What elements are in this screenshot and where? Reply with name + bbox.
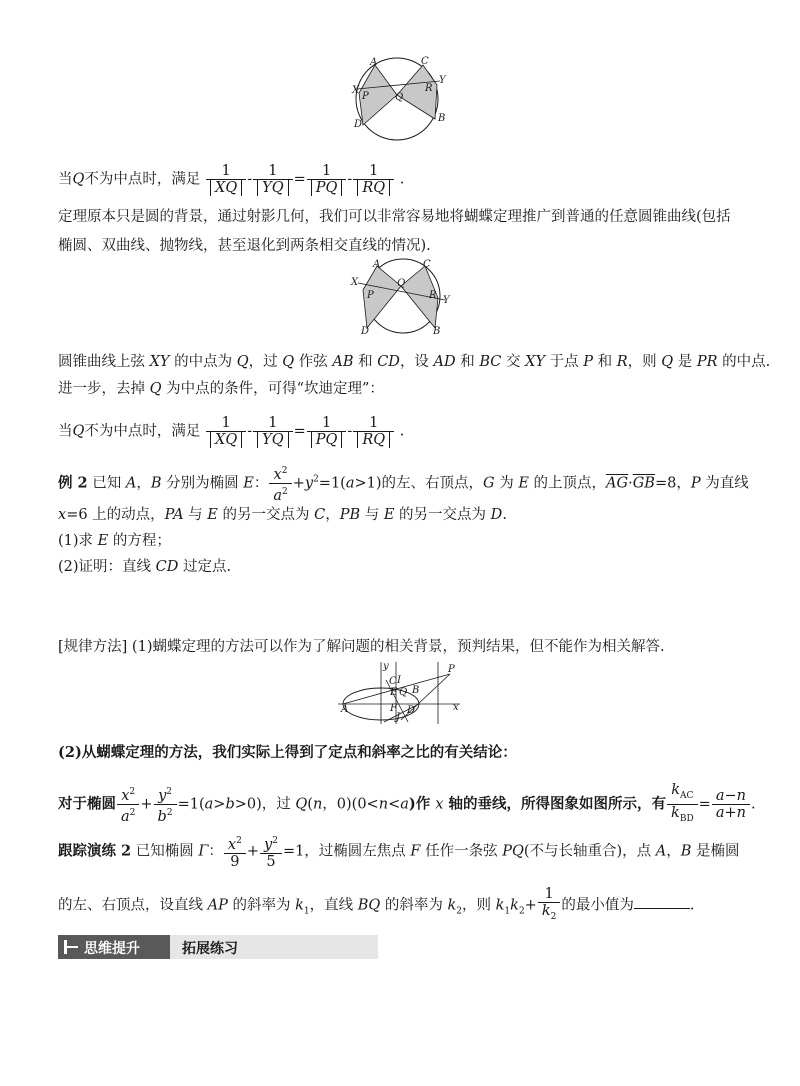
section-banner (58, 935, 378, 959)
svg-text:C: C (421, 56, 429, 67)
ellipse-chords-figure (338, 660, 463, 726)
track-exercise-line-1: 跟踪演练 2 已知椭圆 Γ： $\frac{x^2}{9}$ + $\frac{y^2}{5}$ =1，过椭圆左焦点 F 任作一条弦 PQ(不与长轴重合)，点 A，B 是椭圆 (58, 836, 740, 870)
banner-left (58, 935, 170, 959)
svg-text:P: P (367, 290, 374, 301)
svg-text:B: B (438, 113, 446, 124)
svg-text:R: R (429, 290, 437, 301)
svg-text:X: X (352, 85, 360, 96)
answer-blank[interactable] (634, 894, 690, 909)
paragraph-conic-butterfly: 圆锥曲线上弦 XY 的中点为 Q，过 Q 作弦 AB 和 CD，设 AD 和 BC 交 XY 于点 P 和 R，则 Q 是 PR 的中点. (58, 354, 771, 370)
rule-method-line-2: (2)从蝴蝶定理的方法，我们实际上得到了定点和斜率之比的有关结论： (58, 744, 517, 761)
svg-text:P: P (362, 91, 369, 102)
svg-text:B: B (433, 326, 441, 337)
example-2-question-2: (2)证明：直线 CD 过定点. (58, 559, 232, 575)
svg-text:J: J (396, 712, 401, 723)
rule-method-line-1: [规律方法] (1)蝴蝶定理的方法可以作为了解问题的相关背景，预判结果，但不能作为相关解答. (58, 639, 665, 655)
banner-left-label: 思维提升 (84, 941, 140, 957)
svg-text:X: X (351, 277, 359, 288)
svg-text:y: y (383, 661, 389, 672)
svg-text:R: R (425, 83, 433, 94)
svg-text:Q: Q (397, 278, 406, 289)
example-2-question-1: (1)求 E 的方程； (58, 533, 171, 549)
svg-text:x: x (453, 702, 459, 713)
svg-text:E: E (390, 687, 398, 698)
banner-right-label: 拓展练习 (182, 941, 238, 957)
rule-method-line-3: 对于椭圆 $\frac{x^2}{a^2}$ + $\frac{y^2}{b^2}$ =1(a>b>0)，过 Q(n，0)(0<n<a)作 x 轴的垂线，所得图象如图所示，有 $\frac{k_{AC}}{k_{BD}}$ = $\frac{a-n}{a+n}$ . (58, 782, 756, 827)
svg-text:A: A (373, 259, 381, 270)
example-2-line-1: 例 2 已知 A，B 分别为椭圆 E： $\frac{x^2}{a^2}$ $+y^2=1(a>1)$的左、右顶点，G 为 E 的上顶点，$\overline{AG}\cdot\overline{GB}=8$，P 为直线 (58, 466, 749, 504)
svg-text:D: D (354, 119, 363, 130)
svg-text:C: C (423, 259, 431, 270)
butterfly-circle-figure-1 (345, 55, 455, 155)
svg-text:C: C (389, 676, 397, 687)
kandi-condition-line-1: 当Q不为中点时，满足 $\frac{1}{XQ}$ - $\frac{1}{YQ}$ = $\frac{1}{PQ}$ - $\frac{1}{RQ}$ . (58, 163, 405, 196)
svg-text:Q: Q (395, 92, 404, 103)
svg-text:Y: Y (439, 75, 446, 86)
paragraph-kandi-intro: 进一步，去掉 Q 为中点的条件，可得“坎迪定理”： (58, 381, 384, 397)
butterfly-circle-figure-2 (345, 258, 460, 340)
svg-text:F: F (390, 703, 397, 714)
svg-text:D: D (407, 705, 416, 716)
svg-text:A: A (370, 57, 378, 68)
example-2-line-2: x=6 上的动点，PA 与 E 的另一交点为 C，PB 与 E 的另一交点为 D. (58, 507, 507, 523)
svg-text:A: A (341, 704, 349, 715)
svg-text:P: P (448, 664, 455, 675)
svg-text:D: D (361, 326, 370, 337)
svg-text:Q: Q (399, 687, 408, 698)
paragraph-projective-1: 定理原本只是圆的背景，通过射影几何，我们可以非常容易地将蝴蝶定理推广到普通的任意圆锥曲线(包括 (58, 209, 731, 225)
kandi-condition-line-2: 当Q不为中点时，满足 $\frac{1}{XQ}$ - $\frac{1}{YQ}$ = $\frac{1}{PQ}$ - $\frac{1}{RQ}$ . (58, 415, 405, 448)
svg-text:I: I (397, 675, 401, 686)
svg-text:Y: Y (443, 295, 450, 306)
paragraph-projective-2: 椭圆、双曲线、抛物线，甚至退化到两条相交直线的情况). (58, 238, 431, 254)
track-exercise-line-2: 的左、右顶点，设直线 AP 的斜率为 $k_1$，直线 BQ 的斜率为 $k_2$，则 $k_1k_2+$ $\frac{1}{k_2}$ 的最小值为 . (58, 886, 694, 925)
svg-text:B: B (412, 685, 420, 696)
